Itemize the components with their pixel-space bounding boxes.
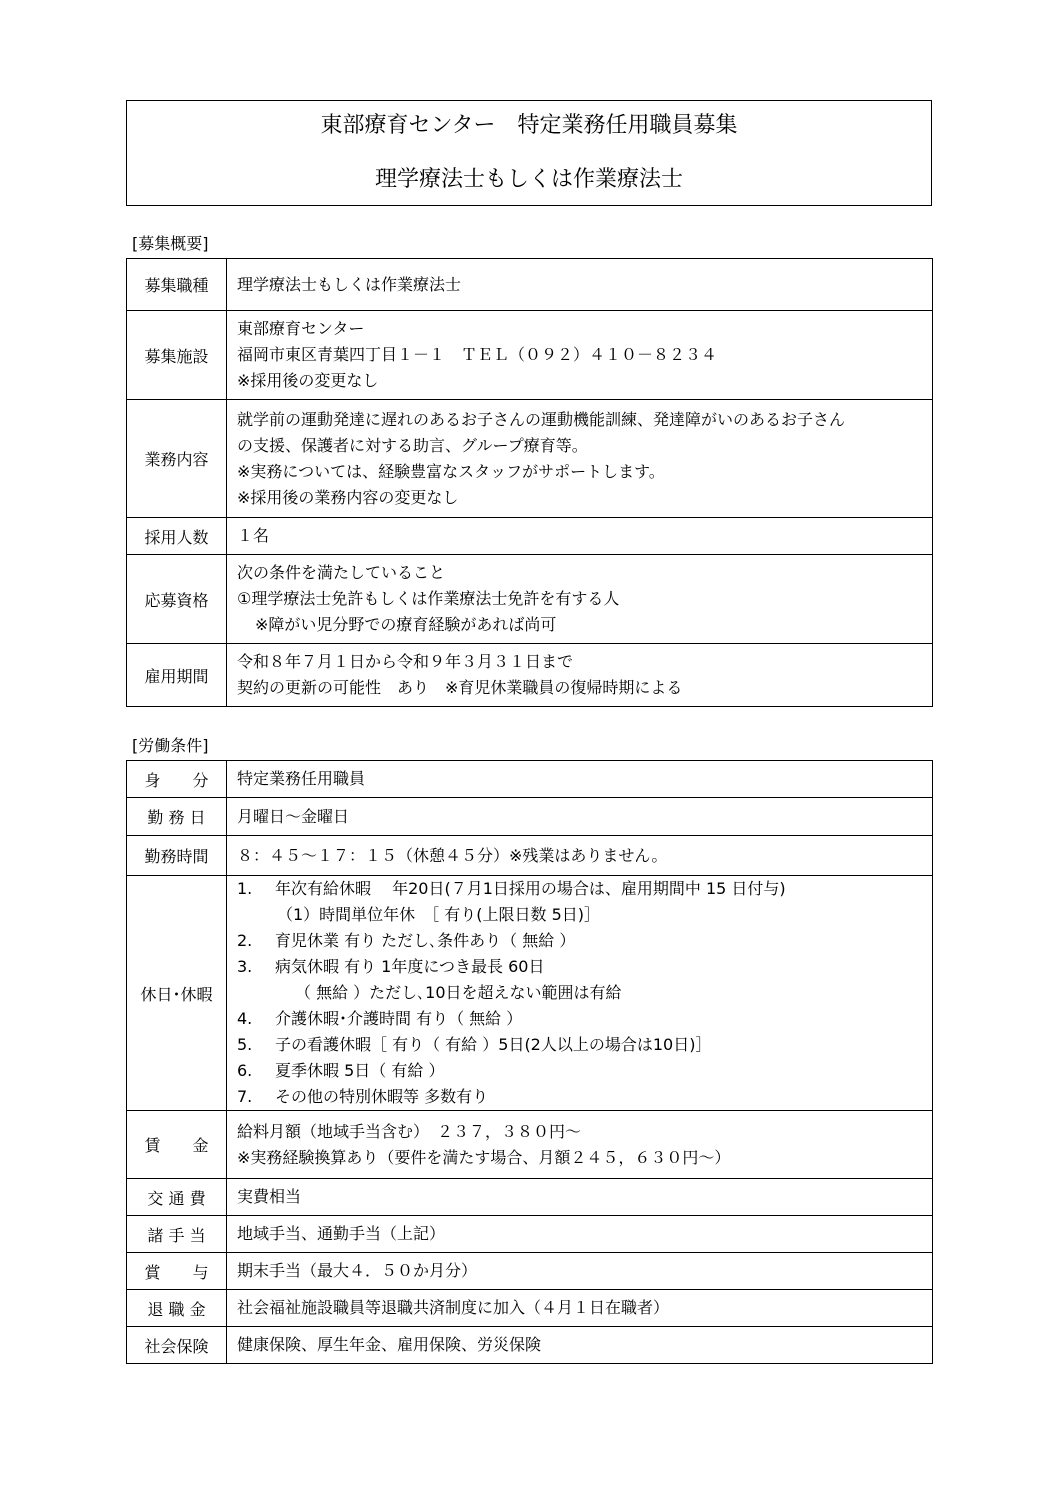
item-number: 2. bbox=[237, 931, 253, 950]
table-row bbox=[127, 1290, 933, 1327]
row-value bbox=[227, 1216, 933, 1253]
row-value bbox=[227, 1253, 933, 1290]
table-row bbox=[127, 798, 933, 836]
table-row bbox=[127, 836, 933, 876]
table-row bbox=[127, 876, 933, 1111]
row-label: 身 分 bbox=[127, 761, 227, 798]
value-line: 月曜日～金曜日 bbox=[237, 806, 350, 826]
row-label: 勤 務 日 bbox=[127, 798, 227, 836]
row-value bbox=[227, 1179, 933, 1216]
table-row bbox=[127, 1216, 933, 1253]
list-item bbox=[237, 1006, 932, 1032]
row-value bbox=[227, 555, 933, 644]
value-line: 理学療法士もしくは作業療法士 bbox=[237, 274, 462, 294]
table-row bbox=[127, 518, 933, 555]
row-label: 休日･休暇 bbox=[127, 876, 227, 1111]
row-label: 退 職 金 bbox=[127, 1290, 227, 1327]
item-text: （ 無給 ）ただし､10日を超えない範囲は有給 bbox=[295, 983, 622, 1002]
row-label: 雇用期間 bbox=[127, 644, 227, 707]
row-value bbox=[227, 644, 933, 707]
value-line: 給料月額（地域手当含む） ２３７，３８０円～ bbox=[237, 1121, 582, 1141]
value-line: 福岡市東区青葉四丁目１－１ ＴＥＬ（０９２）４１０－８２３４ bbox=[237, 345, 718, 364]
list-item bbox=[237, 902, 932, 928]
item-text: （1）時間単位年休 ［ 有り(上限日数 5日)］ bbox=[277, 905, 601, 924]
row-value bbox=[227, 1290, 933, 1327]
value-line: の支援、保護者に対する助言、グループ療育等。 bbox=[237, 435, 588, 455]
item-number: 6. bbox=[237, 1061, 253, 1080]
row-label: 勤務時間 bbox=[127, 836, 227, 876]
table-row bbox=[127, 1179, 933, 1216]
table-row bbox=[127, 644, 933, 707]
value-line: ※採用後の変更なし bbox=[237, 371, 379, 390]
value-line: 期末手当（最大４．５０か月分） bbox=[237, 1261, 478, 1280]
value-line: 就学前の運動発達に遅れのあるお子さんの運動機能訓練、発達障がいのあるお子さん bbox=[237, 409, 846, 429]
row-value bbox=[227, 400, 933, 518]
value-line: 東部療育センター bbox=[237, 319, 365, 338]
row-label: 賞 与 bbox=[127, 1253, 227, 1290]
value-line: ※実務については、経験豊富なスタッフがサポートします。 bbox=[237, 461, 665, 481]
list-item bbox=[237, 1084, 932, 1110]
value-line: ※採用後の業務内容の変更なし bbox=[237, 487, 459, 507]
row-label: 賃 金 bbox=[127, 1111, 227, 1179]
value-line: 契約の更新の可能性 あり ※育児休業職員の復帰時期による bbox=[237, 678, 683, 697]
row-value bbox=[227, 518, 933, 555]
item-number: 5. bbox=[237, 1035, 253, 1054]
table-row bbox=[127, 555, 933, 644]
item-number: 7. bbox=[237, 1087, 253, 1106]
value-line: ①理学療法士免許もしくは作業療法士免許を有する人 bbox=[237, 589, 620, 608]
row-label: 諸 手 当 bbox=[127, 1216, 227, 1253]
document-title: 東部療育センター 特定業務任用職員募集 bbox=[320, 113, 738, 138]
row-label: 採用人数 bbox=[127, 518, 227, 555]
item-text: 子の看護休暇［ 有り（ 有給 ）5日(2人以上の場合は10日)］ bbox=[275, 1035, 712, 1054]
value-line: 次の条件を満たしていること bbox=[237, 563, 446, 582]
conditions-section-label: [労働条件] bbox=[132, 736, 209, 755]
row-label: 募集施設 bbox=[127, 311, 227, 400]
value-line: 地域手当、通勤手当（上記） bbox=[237, 1224, 446, 1243]
table-row bbox=[127, 1327, 933, 1364]
overview-table bbox=[126, 258, 933, 707]
value-line: ※障がい児分野での療育経験があれば尚可 bbox=[255, 615, 557, 634]
value-line: ８：４５～１７：１５（休憩４５分）※残業はありません。 bbox=[237, 845, 668, 865]
row-label: 交 通 費 bbox=[127, 1179, 227, 1216]
item-number: 4. bbox=[237, 1009, 253, 1028]
title-box bbox=[126, 100, 932, 206]
conditions-table bbox=[126, 760, 933, 1364]
value-line: 健康保険、厚生年金、雇用保険、労災保険 bbox=[237, 1335, 542, 1354]
row-label: 応募資格 bbox=[127, 555, 227, 644]
table-row bbox=[127, 761, 933, 798]
item-text: 病気休暇 有り 1年度につき最長 60日 bbox=[275, 957, 545, 976]
row-value bbox=[227, 876, 933, 1111]
value-line: 令和８年７月１日から令和９年３月３１日まで bbox=[237, 652, 574, 671]
row-label: 募集職種 bbox=[127, 259, 227, 311]
list-item bbox=[237, 954, 932, 980]
item-number: 1. bbox=[237, 879, 253, 898]
row-value bbox=[227, 798, 933, 836]
table-row bbox=[127, 400, 933, 518]
row-value bbox=[227, 311, 933, 400]
table-row bbox=[127, 311, 933, 400]
row-label: 業務内容 bbox=[127, 400, 227, 518]
item-text: その他の特別休暇等 多数有り bbox=[275, 1087, 489, 1106]
row-value bbox=[227, 1111, 933, 1179]
row-value bbox=[227, 1327, 933, 1364]
table-row bbox=[127, 259, 933, 311]
list-item bbox=[237, 1058, 932, 1084]
value-line: １名 bbox=[237, 526, 270, 545]
value-line: 社会福祉施設職員等退職共済制度に加入（４月１日在職者） bbox=[237, 1298, 670, 1317]
list-item bbox=[237, 876, 932, 902]
item-text: 夏季休暇 5日（ 有給 ） bbox=[275, 1061, 445, 1080]
list-item bbox=[237, 928, 932, 954]
list-item bbox=[237, 1032, 932, 1058]
item-text: 介護休暇･介護時間 有り（ 無給 ） bbox=[275, 1009, 523, 1028]
table-row bbox=[127, 1253, 933, 1290]
item-text: 育児休業 有り ただし､条件あり（ 無給 ） bbox=[275, 931, 576, 950]
item-text: 年次有給休暇 年20日(７月1日採用の場合は、雇用期間中 15 日付与) bbox=[275, 879, 786, 898]
document-subtitle: 理学療法士もしくは作業療法士 bbox=[374, 167, 683, 192]
row-label: 社会保険 bbox=[127, 1327, 227, 1364]
list-item bbox=[237, 980, 932, 1006]
value-line: 特定業務任用職員 bbox=[237, 769, 366, 788]
row-value bbox=[227, 259, 933, 311]
row-value bbox=[227, 761, 933, 798]
value-line: 実費相当 bbox=[237, 1187, 302, 1206]
table-row bbox=[127, 1111, 933, 1179]
value-line: ※実務経験換算あり（要件を満たす場合、月額２４５，６３０円～） bbox=[237, 1147, 731, 1167]
overview-section-label: [募集概要] bbox=[132, 234, 209, 253]
row-value bbox=[227, 836, 933, 876]
item-number: 3. bbox=[237, 957, 253, 976]
